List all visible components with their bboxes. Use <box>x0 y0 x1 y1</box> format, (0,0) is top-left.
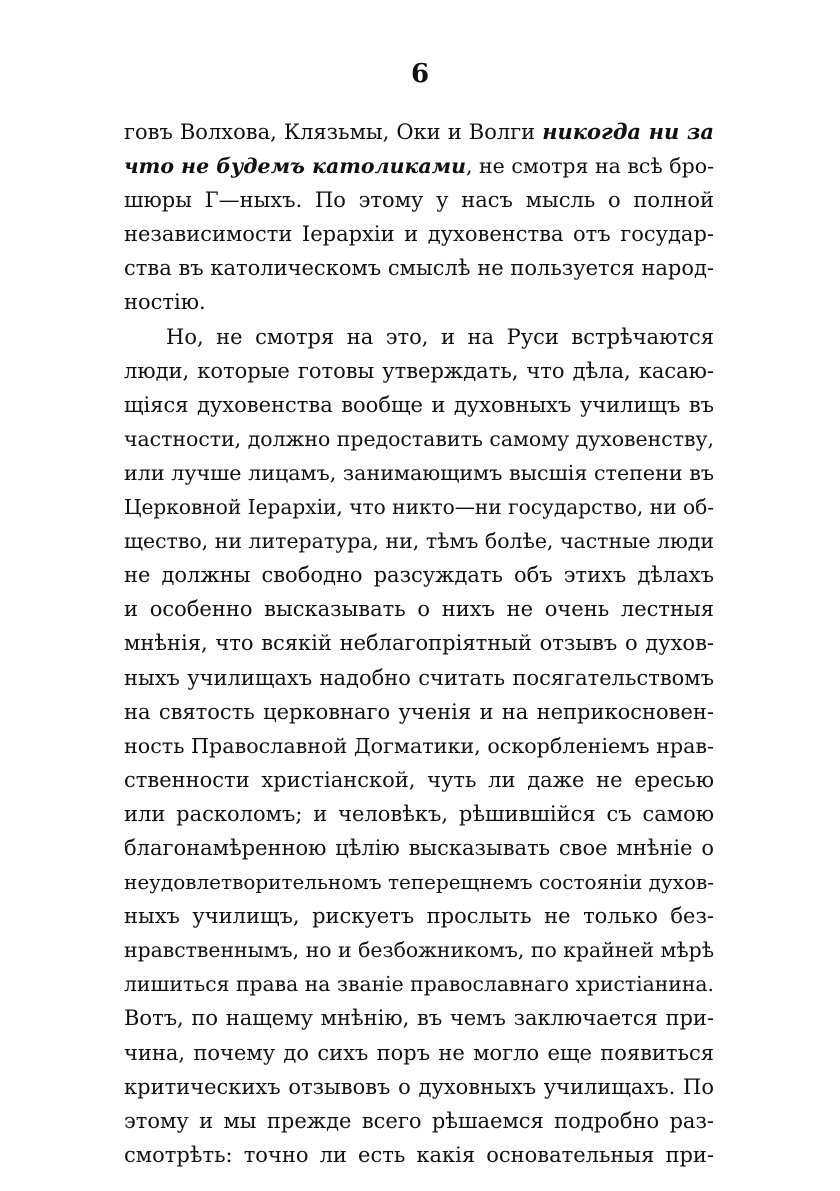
text-line: неудовлетворительномъ теперещнемъ состояніи духов- <box>124 870 714 895</box>
text-line: или лучше лицамъ, занимающимъ высшія степени въ <box>124 460 714 485</box>
text-line: ственности христіанской, чуть ли даже не ересью <box>124 767 714 792</box>
text-line: мнѣнія, что всякій неблагопріятный отзывъ о духов- <box>124 631 714 656</box>
text-line: или расколомъ; и человѣкъ, рѣшившійся съ самою <box>124 801 714 826</box>
text-line: Церковной Іерархіи, что никто—ни государство, ни об- <box>124 495 714 520</box>
text-line: лишиться права на званіе православнаго христіанина. <box>124 972 714 997</box>
text-line: на святость церковнаго ученія и на неприкосновен- <box>124 699 714 724</box>
text-line: ства въ католическомъ смыслѣ не пользуется народ- <box>124 256 714 281</box>
text-line: и особенно высказывать о нихъ не очень лестныя <box>124 597 714 622</box>
text-line <box>124 149 714 183</box>
text-line: не должны свободно разсуждать объ этихъ дѣлахъ <box>124 563 714 588</box>
page-number: 6 <box>410 59 430 89</box>
text-line: этому и мы прежде всего рѣшаемся подробно раз- <box>124 1108 714 1133</box>
text-line: ностію. <box>124 290 206 315</box>
text-line: щіяся духовенства вообще и духовныхъ училищъ въ <box>124 392 714 417</box>
text-line: Но, не смотря на это, и на Руси встрѣчаются <box>166 324 714 349</box>
text-line: благонамѣренною цѣлію высказывать свое мнѣніе о <box>124 835 714 860</box>
text-line: нравственнымъ, но и безбожникомъ, по крайней мѣрѣ <box>124 938 714 963</box>
text-line: ныхъ училищахъ надобно считать посягательствомъ <box>124 665 714 690</box>
text-span: , не смотря на всѣ бро- <box>465 154 714 179</box>
text-line: люди, которые готовы утверждать, что дѣла, касаю- <box>124 358 714 383</box>
text-line: ность Православной Догматики, оскорбленіемъ нрав- <box>124 733 714 758</box>
emphasis-text: что не будемъ католиками <box>124 154 466 179</box>
text-line: Вотъ, по нащему мнѣнію, въ чемъ заключается при- <box>124 1006 714 1031</box>
text-line: смотрѣть: точно ли есть какія основательныя при- <box>124 1142 714 1167</box>
emphasis-text: никогда ни за <box>542 119 714 144</box>
text-line: щество, ни литература, ни, тѣмъ болѣе, частные люди <box>124 529 714 554</box>
text-line <box>124 115 714 149</box>
body-text <box>124 115 714 1172</box>
text-line: ныхъ училищъ, рискуетъ прослыть не только без- <box>124 904 714 929</box>
text-line: частности, должно предоставить самому духовенству, <box>124 426 714 451</box>
text-line: шюры Г—ныхъ. По этому у насъ мысль о полной <box>124 188 714 213</box>
text-line: независимости Іерархіи и духовенства отъ государ- <box>124 222 714 247</box>
text-line: чина, почему до сихъ поръ не могло еще появиться <box>124 1040 714 1065</box>
text-span: говъ Волхова, Клязьмы, Оки и Волги <box>124 120 536 144</box>
text-line: критическихъ отзывовъ о духовныхъ училищахъ. По <box>124 1074 714 1099</box>
